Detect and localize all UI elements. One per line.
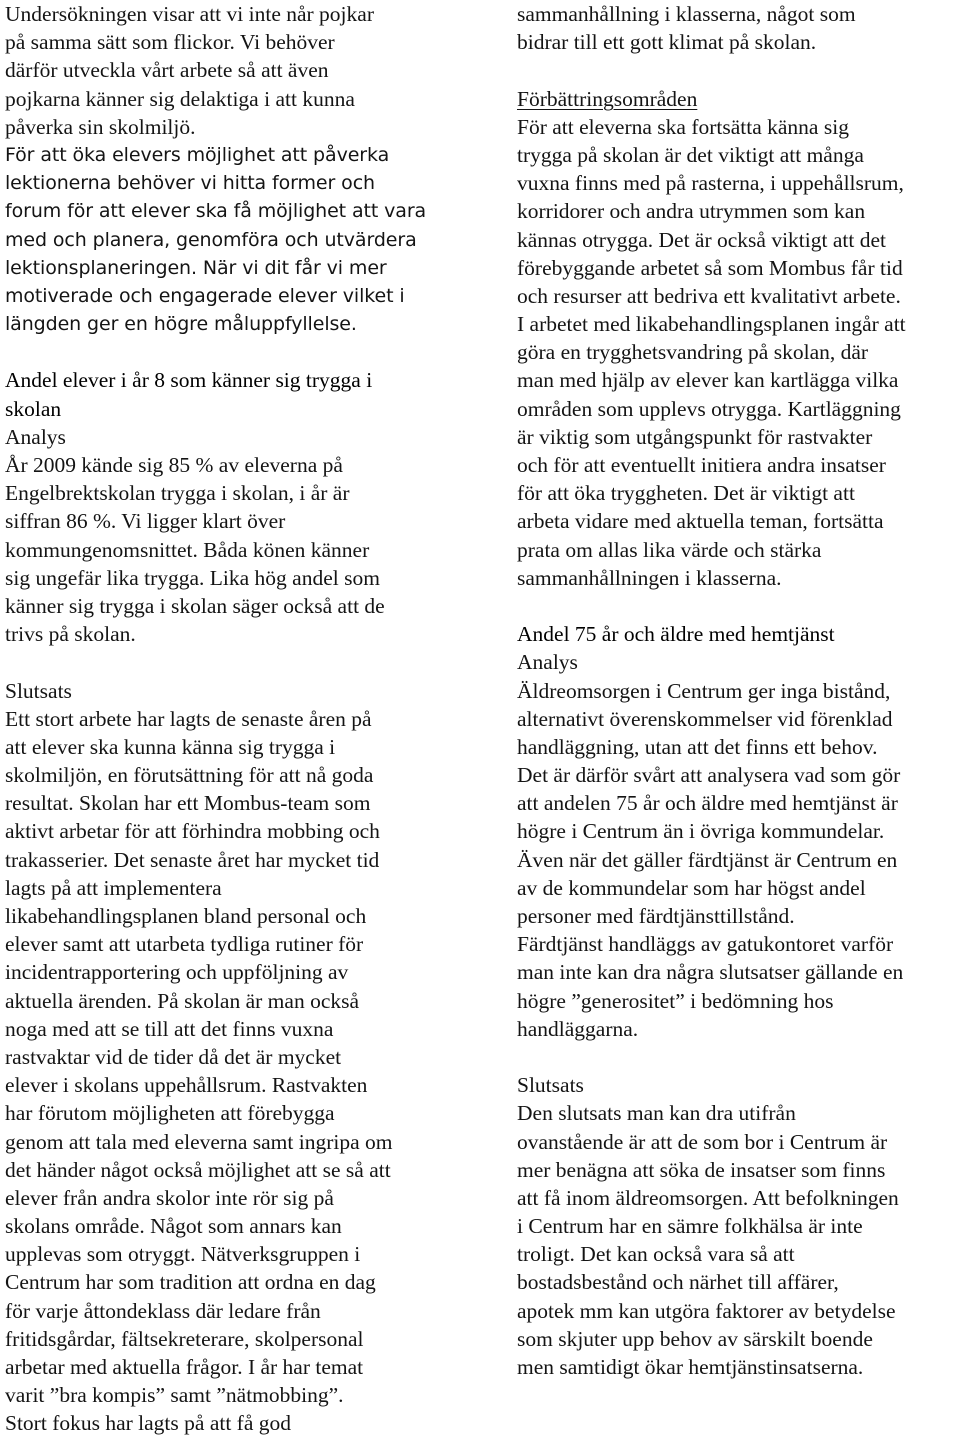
text-line: I arbetet med likabehandlingsplanen ingår att — [517, 312, 906, 337]
text-line: påverka sin skolmiljö. — [5, 114, 196, 139]
text-line: elever i skolans uppehållsrum. Rastvakten — [5, 1073, 368, 1098]
text-line: är viktig som utgångspunkt för rastvakter — [517, 424, 873, 449]
spacer — [517, 592, 959, 620]
text-line: aktuella ärenden. På skolan är man också — [5, 988, 360, 1013]
text-line: högre ”generositet” i bedömning hos — [517, 988, 834, 1013]
text-line: man inte kan dra några slutsatser gällande en — [517, 960, 904, 985]
text-line: prata om allas lika värde och stärka — [517, 537, 822, 562]
text-line: resultat. Skolan har ett Mombus-team som — [5, 791, 371, 816]
slutsats-paragraph — [5, 705, 445, 1438]
text-line: Stort fokus har lagts på att få god — [5, 1411, 292, 1436]
continuation-paragraph — [517, 0, 959, 56]
text-line: lektionerna behöver vi hitta former och — [5, 172, 375, 195]
text-line: sammanhållning i klasserna, något som — [517, 2, 856, 26]
text-line: det händer något också möjlighet att se så att — [5, 1157, 391, 1182]
text-line: har förutom möjligheten att förebygga — [5, 1101, 335, 1126]
intro-paragraph — [5, 0, 445, 141]
text-line: skolans område. Något som annars kan — [5, 1214, 342, 1239]
section-title-line: skolan — [5, 396, 62, 421]
text-line: incidentrapportering och uppföljning av — [5, 960, 349, 985]
text-line: att andelen 75 år och äldre med hemtjänst är — [517, 791, 898, 816]
text-line: arbeta vidare med aktuella teman, fortsätta — [517, 509, 884, 534]
text-line: för att öka tryggheten. Det är viktigt att — [517, 481, 855, 506]
slutsats-paragraph — [517, 1099, 959, 1381]
text-line: elever samt att utarbeta tydliga rutiner för — [5, 932, 364, 957]
text-line: för varje åttondeklass där ledare från — [5, 1298, 321, 1323]
text-line: alternativt överenskommelser vid förenklad — [517, 706, 893, 731]
text-line: att få inom äldreomsorgen. Att befolkningen — [517, 1185, 899, 1210]
text-line: handläggarna. — [517, 1016, 639, 1041]
right-column — [517, 0, 959, 1381]
text-line: och för att eventuellt initiera andra insatser — [517, 453, 886, 477]
lektioner-paragraph — [5, 141, 445, 338]
analys-label: Analys — [5, 424, 66, 449]
slutsats-label: Slutsats — [517, 1073, 584, 1098]
text-line: troligt. Det kan också vara så att — [517, 1242, 795, 1267]
left-column — [5, 0, 445, 1438]
text-line: motiverade och engagerade elever vilket i — [5, 284, 405, 307]
section-title-line: Andel elever i år 8 som känner sig trygga i — [5, 368, 373, 393]
text-line: bidrar till ett gott klimat på skolan. — [517, 30, 817, 55]
text-line: högre i Centrum än i övriga kommundelar. — [517, 819, 885, 844]
text-line: forum för att elever ska få möjlighet att vara — [5, 200, 427, 223]
text-line: Det är därför svårt att analysera vad som gör — [517, 763, 901, 788]
text-line: med och planera, genomföra och utvärdera — [5, 228, 417, 251]
text-line: lagts på att implementera — [5, 875, 222, 900]
text-line: därför utveckla vårt arbete så att även — [5, 58, 329, 83]
text-line: i Centrum har en sämre folkhälsa är inte — [517, 1214, 863, 1239]
text-line: som skjuter upp behov av särskilt boende — [517, 1326, 873, 1351]
text-line: trakasserier. Det senaste året har mycket tid — [5, 847, 380, 872]
section-title: Andel 75 år och äldre med hemtjänst — [517, 622, 835, 647]
text-line: kännas otrygga. Det är också viktigt att det — [517, 227, 886, 252]
text-line: rastvaktar vid de tider då det är mycket — [5, 1044, 342, 1069]
text-line: man med hjälp av elever kan kartlägga vilka — [517, 368, 899, 393]
text-line: Ett stort arbete har lagts de senaste åren på — [5, 706, 372, 731]
text-line: Undersökningen visar att vi inte når pojkar — [5, 2, 374, 26]
text-line: siffran 86 %. Vi ligger klart över — [5, 509, 286, 534]
text-line: Färdtjänst handläggs av gatukontoret varför — [517, 932, 894, 957]
text-line: Äldreomsorgen i Centrum ger inga bistånd, — [517, 678, 891, 703]
text-line: på samma sätt som flickor. Vi behöver — [5, 30, 335, 55]
text-line: apotek mm kan utgöra faktorer av betydelse — [517, 1298, 896, 1323]
text-line: pojkarna känner sig delaktiga i att kunna — [5, 86, 355, 111]
text-line: känner sig trygga i skolan säger också att de — [5, 593, 385, 618]
text-line: varit ”bra kompis” samt ”nätmobbing”. — [5, 1383, 344, 1408]
text-line: För att eleverna ska fortsätta känna sig — [517, 114, 849, 139]
text-line: sig ungefär lika trygga. Lika hög andel som — [5, 565, 380, 590]
forbattringsomraden-text: Förbättringsområden — [517, 86, 698, 111]
text-line: korridorer och andra utrymmen som kan — [517, 199, 866, 224]
text-line: sammanhållningen i klasserna. — [517, 565, 782, 590]
text-line: För att öka elevers möjlighet att påverka — [5, 143, 390, 166]
analys-paragraph — [517, 677, 959, 1043]
text-line: att elever ska kunna känna sig trygga i — [5, 734, 336, 759]
text-line: av de kommundelar som har högst andel — [517, 875, 866, 900]
text-line: upplevas som otryggt. Nätverksgruppen i — [5, 1242, 361, 1267]
text-line: Den slutsats man kan dra utifrån — [517, 1101, 796, 1126]
spacer — [517, 56, 959, 84]
text-line: men samtidigt ökar hemtjänstinsatserna. — [517, 1355, 864, 1379]
text-line: likabehandlingsplanen bland personal och — [5, 904, 367, 928]
text-line: förebyggande arbetet så som Mombus får tid — [517, 255, 903, 280]
text-line: lektionsplaneringen. När vi dit får vi mer — [5, 256, 387, 279]
analys-label: Analys — [517, 650, 578, 675]
text-line: områden som upplevs otrygga. Kartläggning — [517, 396, 901, 421]
text-line: genom att tala med eleverna samt ingripa om — [5, 1129, 393, 1154]
text-line: längden ger en högre måluppfyllelse. — [5, 313, 357, 336]
spacer — [517, 1043, 959, 1071]
analys-paragraph — [5, 451, 445, 648]
forbattring-paragraph — [517, 113, 959, 592]
text-line: noga med att se till att det finns vuxna — [5, 1016, 334, 1041]
text-line: arbetar med aktuella frågor. I år har temat — [5, 1355, 364, 1379]
text-line: elever från andra skolor inte rör sig på — [5, 1185, 334, 1210]
text-line: skolmiljön, en förutsättning för att nå goda — [5, 763, 374, 788]
section-title — [5, 366, 445, 422]
text-line: vuxna finns med på rasterna, i uppehållsrum, — [517, 171, 904, 196]
text-line: personer med färdtjänsttillstånd. — [517, 904, 795, 928]
text-line: Centrum har som tradition att ordna en dag — [5, 1270, 376, 1295]
text-line: ovanstående är att de som bor i Centrum är — [517, 1129, 888, 1154]
text-line: aktivt arbetar för att förhindra mobbing och — [5, 819, 380, 844]
slutsats-label: Slutsats — [5, 678, 72, 703]
text-line: göra en trygghetsvandring på skolan, där — [517, 340, 869, 365]
text-line: Engelbrektskolan trygga i skolan, i år är — [5, 481, 350, 506]
spacer — [5, 338, 445, 366]
text-line: handläggning, utan att det finns ett behov. — [517, 734, 878, 759]
spacer — [5, 648, 445, 676]
text-line: och resurser att bedriva ett kvalitativt arbete. — [517, 283, 901, 308]
text-line: trivs på skolan. — [5, 622, 136, 647]
text-line: trygga på skolan är det viktigt att många — [517, 142, 864, 167]
forbattringsomraden-label — [517, 85, 959, 113]
text-line: År 2009 kände sig 85 % av eleverna på — [5, 453, 343, 477]
text-line: Även när det gäller färdtjänst är Centrum en — [517, 847, 898, 872]
text-line: fritidsgårdar, fältsekreterare, skolpersonal — [5, 1326, 364, 1351]
text-line: bostadsbestånd och närhet till affärer, — [517, 1270, 839, 1295]
text-line: mer benägna att söka de insatser som finns — [517, 1157, 886, 1182]
text-line: kommungenomsnittet. Båda könen känner — [5, 537, 370, 562]
